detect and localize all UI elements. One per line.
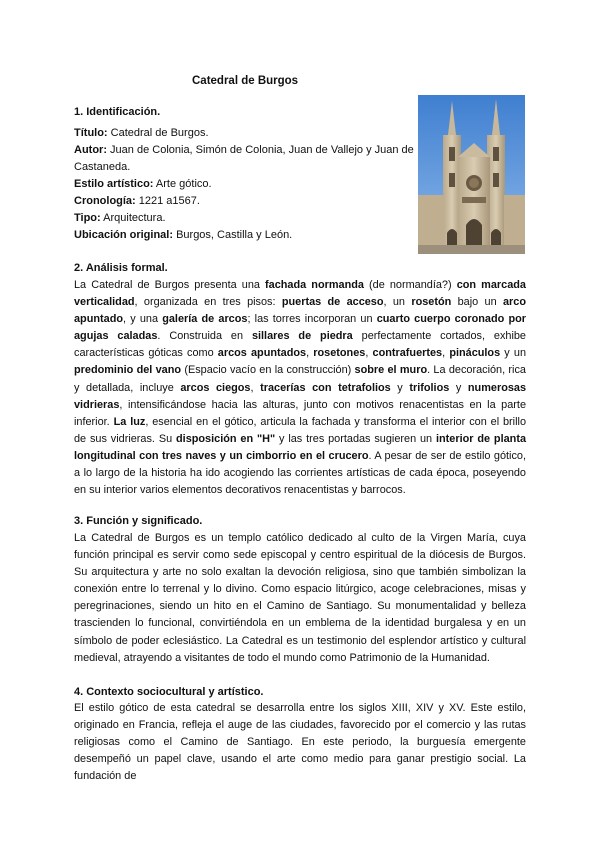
text-run: (Espacio vacío en la construcción) — [181, 364, 355, 377]
text-run: y — [390, 381, 410, 394]
text-run: perfectamente cortados, exhibe características góticas como — [74, 330, 526, 360]
bold-term: trifolios — [409, 381, 450, 394]
text-run: . A pesar de ser de estilo gótico, a lo largo de la historia ha ido acogiendo las corrientes artísticas de cada época, poseyendo en su interior varios elementos decorativos renacentistas y barrocos. — [74, 449, 526, 497]
bold-term: interior de planta longitudinal con tres naves y un cimborrio en el crucero — [74, 432, 527, 462]
ident-row-title — [74, 125, 414, 142]
bold-term: disposición en "H" — [176, 432, 276, 445]
bold-term: puertas de acceso — [281, 296, 384, 309]
text-run: ; las torres incorporan un — [247, 313, 377, 326]
ident-value: Arte gótico. — [153, 178, 212, 190]
ident-value: Catedral de Burgos. — [107, 127, 209, 139]
ident-row-style — [74, 176, 414, 193]
ident-value: 1221 a1567. — [135, 195, 200, 207]
context-paragraph: El estilo gótico de esta catedral se desarrolla entre los siglos XIII, XIV y XV. Este estilo, originado en Francia, refleja el auge de las ciudades, favorecido por el comercio y las rutas religiosas como el Camino de Santiago. En este periodo, la burguesía emergente desempeñó un papel clave, usando el arte como medio para ganar prestigio social. La fundación de — [74, 702, 526, 783]
section-heading-identification: 1. Identificación. — [74, 106, 161, 118]
ident-row-chronology — [74, 193, 414, 210]
text-run: , — [306, 347, 314, 360]
bold-term: con marcada verticalidad — [74, 279, 526, 309]
bold-term: arcos ciegos — [180, 381, 251, 394]
cathedral-photo — [418, 95, 525, 254]
text-run: , esencial en el gótico, articula la fachada y transforma el interior con el brillo de sus vidrieras. Su — [74, 415, 527, 445]
function-paragraph: La Catedral de Burgos es un templo católico dedicado al culto de la Virgen María, cuya función principal es servir como sede episcopal y centro espiritual de la diócesis de Burgos. Su arquitectura y arte no solo exaltan la devoción religiosa, sino que también simbolizan la conexión entre lo terrenal y lo divino. Como espacio litúrgico, acoge celebraciones, misas y peregrinaciones, siendo un hito en el Camino de Santiago. Su monumentalidad y belleza trascienden lo funcional, convirtiéndola en un emblema de la identidad burgalesa y en un símbolo de poder eclesiástico. La Catedral es un testimonio del esplendor artístico y cultural medieval, atrayendo a visitantes de todo el mundo como Patrimonio de la Humanidad. — [74, 532, 526, 664]
bold-term: sobre el muro — [354, 364, 428, 377]
text-run: y las tres portadas sugieren un — [275, 432, 436, 445]
bold-term: fachada normanda — [265, 279, 364, 291]
text-run: , — [365, 347, 373, 360]
ident-value: Juan de Colonia, Simón de Colonia, Juan de Vallejo y Juan de Castaneda. — [74, 144, 414, 173]
bold-term: arcos apuntados — [217, 347, 307, 360]
ident-value: Arquitectura. — [100, 212, 166, 224]
section-heading-function: 3. Función y significado. — [74, 515, 203, 527]
ident-row-location — [74, 227, 414, 244]
text-run: bajo un — [451, 296, 503, 309]
ident-label: Tipo: — [74, 212, 101, 224]
bold-term: pináculos — [449, 347, 501, 360]
text-run: , — [442, 347, 450, 360]
text-run: , organizada en tres pisos: — [134, 296, 282, 309]
text-run: y un — [500, 347, 527, 360]
ident-label: Cronología: — [74, 195, 136, 207]
text-run: , — [250, 381, 261, 394]
bold-term: rosetón — [411, 296, 452, 309]
ident-label: Estilo artístico: — [74, 178, 154, 190]
text-run: La Catedral de Burgos presenta una — [74, 279, 266, 291]
bold-term: La luz — [113, 415, 146, 428]
text-run: . Construida en — [157, 330, 252, 343]
bold-term: tracerías con tetrafolios — [260, 381, 391, 394]
ident-label: Ubicación original: — [74, 229, 174, 241]
text-run: , y una — [123, 313, 163, 326]
ident-label: Título: — [74, 127, 108, 139]
text-run: (de normandía?) — [363, 279, 457, 291]
document-title: Catedral de Burgos — [192, 75, 299, 87]
ident-label: Autor: — [74, 144, 107, 156]
bold-term: galería de arcos — [162, 313, 248, 326]
ident-row-author — [74, 142, 414, 176]
text-run: . La decoración, rica y detallada, incluye — [74, 364, 526, 394]
bold-term: arco apuntado — [74, 296, 526, 326]
bold-term: cuarto cuerpo coronado por agujas caladas — [74, 313, 527, 343]
text-run: , intensificándose hacia las alturas, junto con motivos renacentistas en la parte inferior. — [74, 398, 526, 428]
section-heading-context: 4. Contexto sociocultural y artístico. — [74, 686, 264, 698]
bold-term: contrafuertes — [372, 347, 443, 360]
ident-row-type — [74, 210, 414, 227]
text-run: , un — [383, 296, 412, 309]
identification-list — [74, 125, 414, 244]
bold-term: numerosas vidrieras — [74, 381, 527, 411]
bold-term: rosetones — [313, 347, 366, 360]
bold-term: sillares de piedra — [251, 330, 353, 343]
bold-term: predominio del vano — [74, 364, 182, 377]
ident-value: Burgos, Castilla y León. — [173, 229, 293, 241]
text-run: y — [449, 381, 468, 394]
section-heading-formal: 2. Análisis formal. — [74, 262, 168, 274]
formal-analysis-paragraph — [74, 277, 526, 499]
